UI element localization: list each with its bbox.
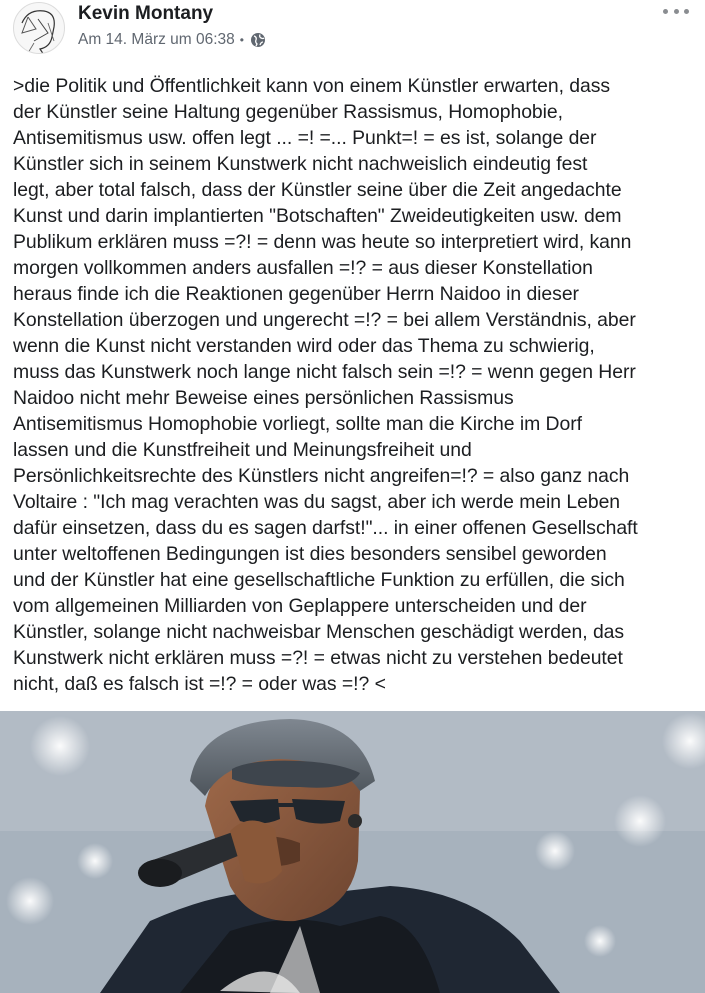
- meta-separator: •: [239, 33, 244, 47]
- author-name[interactable]: Kevin Montany: [78, 3, 214, 24]
- more-dot: [674, 9, 679, 14]
- post-timestamp[interactable]: Am 14. März um 06:38: [78, 31, 235, 48]
- post-text: >die Politik und Öffentlichkeit kann von einem Künstler erwarten, dass der Künstler seine Haltung gegenüber Rassismus, Homophobie, Antisemitismus usw. offen legt ... =! =... Punkt=! = es ist, solange der Künstler sich in seinem Kunstwerk nicht nachweislich eindeutig fest legt, aber total falsch, dass der Künstler seine über die Zeit angedachte Kunst und darin implantierten "Botschaften" Zweideutigkeiten usw. dem Publikum erklären muss =?! = denn was heute so interpretiert wird, kann morgen vollkommen anders ausfallen =!? = aus dieser Konstellation heraus finde ich die Reaktionen gegenüber Herrn Naidoo in dieser Konstellation überzogen und ungerecht =!? = bei allem Verständnis, aber wenn die Kunst nicht verstanden wird oder das Thema zu schwierig, muss das Kunstwerk noch lange nicht falsch sein =!? = wenn gegen Herr Naidoo nicht mehr Beweise eines persönlichen Rassismus Antisemitismus Homophobie vorliegt, sollte man die Kirche im Dorf lassen und die Kunstfreiheit und Meinungsfreiheit und Persönlichkeitsrechte des Künstlers nicht angreifen=!? = also ganz nach Voltaire : "Ich mag verachten was du sagst, aber ich werde mein Leben dafür einsetzen, dass du es sagen darfst!"... in einer offenen Gesellschaft unter weltoffenen Bedingungen ist dies besonders sensibel geworden und der Künstler hat eine gesellschaftliche Funktion zu erfüllen, die sich vom allgemeinen Milliarden von Geplappere unterscheiden und der Künstler, solange nicht nachweisbar Menschen geschädigt werden, das Kunstwerk nicht erklären muss =?! = etwas nicht zu verstehen bedeutet nicht, daß es falsch ist =!? = oder was =!? <: [13, 75, 638, 695]
- avatar[interactable]: [13, 2, 65, 54]
- post-photo[interactable]: [0, 711, 705, 993]
- singer-photo-illustration: [0, 711, 705, 993]
- post-header: [0, 0, 705, 60]
- more-dot: [684, 9, 689, 14]
- post-meta: [78, 30, 266, 50]
- more-dot: [663, 9, 668, 14]
- more-dots-icon[interactable]: [663, 4, 689, 18]
- globe-icon[interactable]: [250, 32, 266, 48]
- avatar-sketch-icon: [14, 3, 65, 54]
